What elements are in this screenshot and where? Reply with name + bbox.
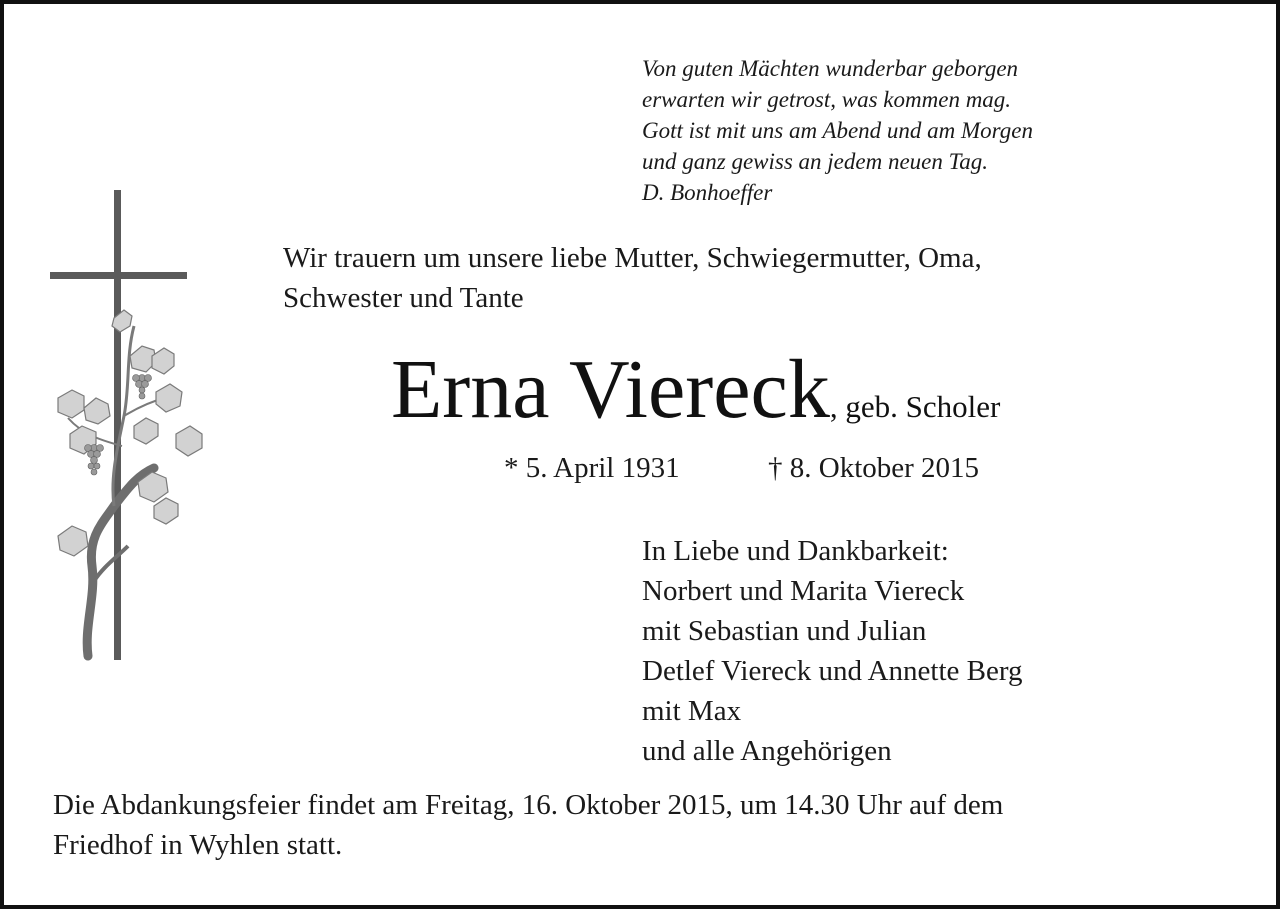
poem-line: Gott ist mit uns am Abend und am Morgen bbox=[642, 118, 1033, 143]
bonhoeffer-poem bbox=[642, 53, 1033, 208]
intro-line: Wir trauern um unsere liebe Mutter, Schwiegermutter, Oma, bbox=[283, 242, 982, 274]
deceased-name-line bbox=[391, 342, 1000, 438]
poem-author: D. Bonhoeffer bbox=[642, 180, 773, 205]
mourner-line: mit Sebastian und Julian bbox=[642, 615, 927, 647]
poem-line: Von guten Mächten wunderbar geborgen bbox=[642, 56, 1019, 81]
mourners-list bbox=[642, 531, 1023, 771]
mourner-line: und alle Angehörigen bbox=[642, 735, 892, 767]
birth-date: * 5. April 1931 bbox=[504, 452, 680, 484]
poem-line: erwarten wir getrost, was kommen mag. bbox=[642, 87, 1012, 112]
mourner-line: Norbert und Marita Viereck bbox=[642, 575, 965, 607]
maiden-name: , geb. Scholer bbox=[829, 389, 1001, 424]
mourner-line: mit Max bbox=[642, 695, 742, 727]
mourners-heading: In Liebe und Dankbarkeit: bbox=[642, 535, 949, 567]
poem-line: und ganz gewiss an jedem neuen Tag. bbox=[642, 149, 989, 174]
funeral-announcement bbox=[53, 785, 1003, 865]
funeral-line: Friedhof in Wyhlen statt. bbox=[53, 829, 343, 861]
intro-line: Schwester und Tante bbox=[283, 282, 524, 314]
cross-with-grapevine-icon bbox=[44, 186, 212, 664]
mourner-line: Detlef Viereck und Annette Berg bbox=[642, 655, 1023, 687]
deceased-name: Erna Viereck bbox=[391, 343, 830, 436]
intro-text bbox=[283, 238, 982, 318]
funeral-line: Die Abdankungsfeier findet am Freitag, 16. Oktober 2015, um 14.30 Uhr auf dem bbox=[53, 789, 1004, 821]
death-date: † 8. Oktober 2015 bbox=[768, 452, 980, 484]
